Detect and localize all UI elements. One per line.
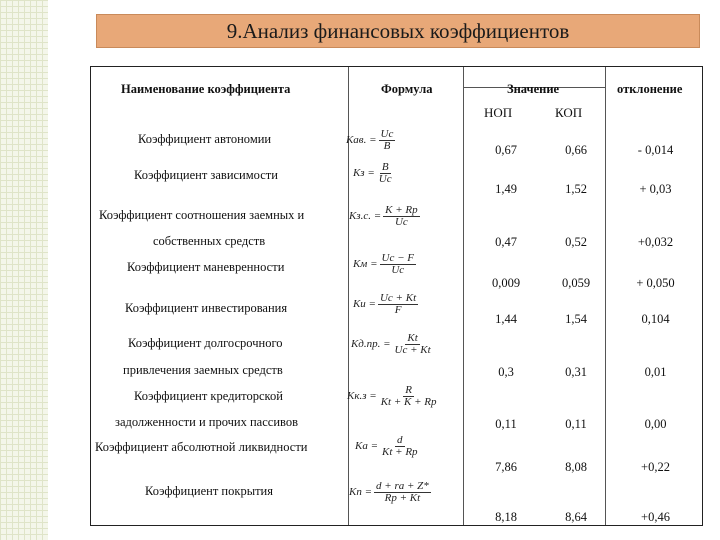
row-8-kop: 8,08	[565, 460, 587, 474]
row-4-formula: Км = $\frac{Uc - F}{Uc}$	[353, 252, 414, 276]
row-2-formula: Кз = $\frac{B}{Uc}$	[353, 161, 392, 185]
header-kop: КОП	[555, 105, 583, 120]
row-8-nop: 7,86	[495, 460, 517, 474]
row-9-dev: +0,46	[641, 510, 670, 524]
row-7-formula: Kк.з = $\frac{R}{Kt + K + Rp}$	[347, 384, 437, 408]
row-7-name-line-2: задолженности и прочих пассивов	[115, 415, 298, 429]
slide-title	[96, 14, 700, 48]
coefficients-table	[90, 66, 703, 526]
row-5-kop: 1,54	[565, 312, 587, 326]
row-7-name-line-1: Коэффициент кредиторской	[134, 389, 283, 403]
header-value: Значение	[507, 82, 560, 96]
decorative-grid-strip	[0, 0, 48, 540]
row-9-kop: 8,64	[565, 510, 587, 524]
row-1-nop: 0,67	[495, 143, 517, 157]
slide-title-text: 9.Анализ финансовых коэффициентов	[226, 18, 570, 43]
row-6-nop: 0,3	[498, 365, 514, 379]
divider-value	[463, 67, 464, 525]
row-5-formula: Ки = $\frac{Uc + Kt}{F}$	[353, 292, 417, 316]
row-9-formula: Kп = $\frac{d + ra + Z*}{Rp + Kt}$	[349, 480, 429, 504]
row-4-dev: + 0,050	[636, 276, 675, 290]
row-2-kop: 1,52	[565, 182, 587, 196]
row-2-name-line-1: Коэффициент зависимости	[134, 168, 278, 182]
row-6-name-line-2: привлечения заемных средств	[123, 363, 283, 377]
row-3-nop: 0,47	[495, 235, 517, 249]
row-7-nop: 0,11	[495, 417, 517, 431]
row-6-formula: Кд.пр. = $\frac{Kt}{Uc + Kt}$	[351, 332, 431, 356]
row-1-name-line-1: Коэффициент автономии	[138, 132, 272, 146]
header-formula: Формула	[381, 82, 433, 96]
row-3-kop: 0,52	[565, 235, 587, 249]
row-3-name-line-2: собственных средств	[153, 234, 266, 248]
row-3-dev: +0,032	[637, 235, 674, 249]
row-2-dev: + 0,03	[639, 182, 672, 196]
row-2-nop: 1,49	[495, 182, 517, 196]
row-6-dev: 0,01	[644, 365, 667, 379]
row-1-dev: - 0,014	[637, 143, 674, 157]
row-8-name-line-1: Коэффициент абсолютной ликвидности	[95, 440, 308, 454]
row-5-dev: 0,104	[641, 312, 670, 326]
header-name: Наименование коэффициента	[121, 82, 291, 96]
row-1-kop: 0,66	[565, 143, 587, 157]
divider-deviation	[605, 67, 606, 525]
row-8-dev: +0,22	[641, 460, 670, 474]
row-4-kop: 0,059	[561, 276, 591, 290]
row-9-nop: 8,18	[495, 510, 517, 524]
header-nop: НОП	[484, 105, 513, 120]
header-deviation: отклонение	[617, 82, 683, 96]
row-5-nop: 1,44	[495, 312, 517, 326]
row-1-formula: Кав. = $\frac{Uc}{B}$	[346, 128, 394, 152]
row-6-kop: 0,31	[565, 365, 587, 379]
row-5-name-line-1: Коэффициент инвестирования	[125, 301, 288, 315]
row-9-name-line-1: Коэффициент покрытия	[145, 484, 273, 498]
row-8-formula: Ka = $\frac{d}{Kt + Rp}$	[355, 434, 418, 458]
row-7-kop: 0,11	[565, 417, 587, 431]
row-4-name-line-1: Коэффициент маневренности	[127, 260, 285, 274]
row-3-name-line-1: Коэффициент соотношения заемных и	[99, 208, 305, 222]
row-6-name-line-1: Коэффициент долгосрочного	[128, 336, 283, 350]
row-4-nop: 0,009	[491, 276, 521, 290]
row-3-formula: Кз.с. = $\frac{K + Rp}{Uc}$	[349, 204, 418, 228]
row-7-dev: 0,00	[644, 417, 667, 431]
